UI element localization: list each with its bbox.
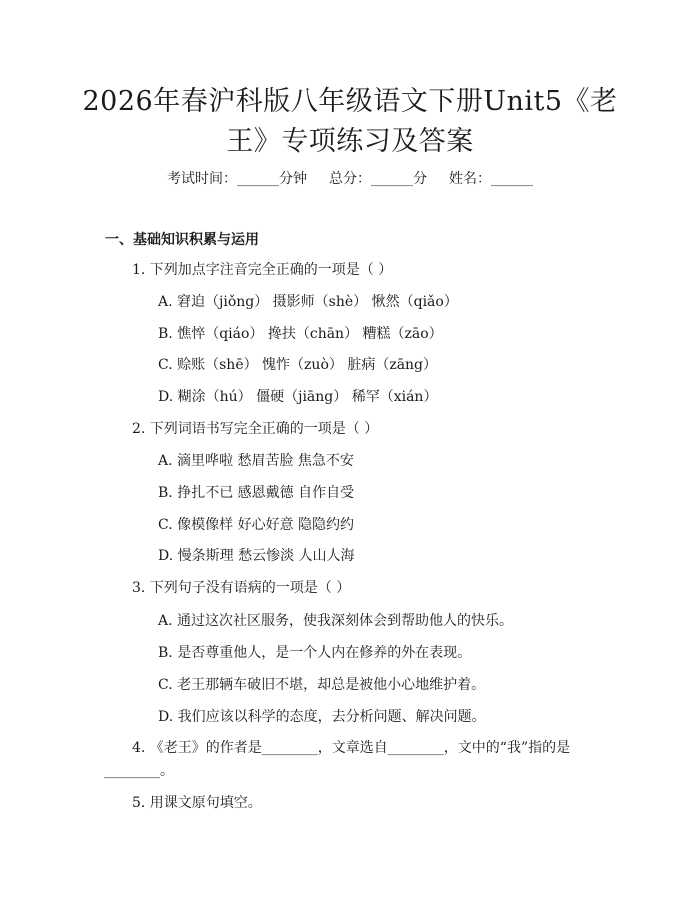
- question-4-line-2: ________。: [104, 763, 174, 779]
- section-heading: 一、基础知识积累与运用: [105, 232, 259, 248]
- student-name-field: 姓名：______: [449, 171, 533, 187]
- question-2-stem: 2. 下列词语书写完全正确的一项是（ ）: [132, 421, 379, 437]
- page-title-line-1: 2026年春沪科版八年级语文下册Unit5《老: [82, 86, 618, 117]
- question-2-option-b: B. 挣扎不已 感恩戴德 自作自受: [158, 485, 355, 501]
- question-1-stem: 1. 下列加点字注音完全正确的一项是（ ）: [132, 262, 393, 278]
- question-2-option-c: C. 像模像样 好心好意 隐隐约约: [158, 517, 355, 533]
- page-title-line-2: 王》专项练习及答案: [226, 126, 474, 157]
- question-2-option-d: D. 慢条斯理 愁云惨淡 人山人海: [158, 548, 355, 564]
- question-3-stem: 3. 下列句子没有语病的一项是（ ）: [132, 580, 351, 596]
- question-4-line-1: 4. 《老王》的作者是________，文章选自________，文中的“我”指的是: [132, 740, 571, 756]
- question-1-option-b: B. 憔悴（qiáo） 搀扶（chān） 糟糕（zāo）: [158, 326, 443, 342]
- question-1-option-d: D. 糊涂（hú） 僵硬（jiāng） 稀罕（xián）: [158, 389, 438, 405]
- exam-info: [0, 168, 700, 190]
- question-3-option-c: C. 老王那辆车破旧不堪，却总是被他小心地维护着。: [158, 677, 486, 693]
- question-3-option-a: A. 通过这次社区服务，使我深刻体会到帮助他人的快乐。: [158, 613, 514, 629]
- question-2-option-a: A. 滴里哗啦 愁眉苦脸 焦急不安: [158, 453, 354, 469]
- question-1-option-a: A. 窘迫（jiǒng） 摄影师（shè） 愀然（qiǎo）: [158, 294, 458, 310]
- question-3-option-b: B. 是否尊重他人，是一个人内在修养的外在表现。: [158, 645, 472, 661]
- total-score-field: 总分：______分: [329, 171, 427, 187]
- question-3-option-d: D. 我们应该以科学的态度，去分析问题、解决问题。: [158, 709, 486, 725]
- question-5-stem: 5. 用课文原句填空。: [132, 795, 262, 811]
- question-1-option-c: C. 赊账（shē） 愧怍（zuò） 脏病（zāng）: [158, 357, 438, 373]
- exam-time-field: 考试时间：______分钟: [167, 171, 307, 187]
